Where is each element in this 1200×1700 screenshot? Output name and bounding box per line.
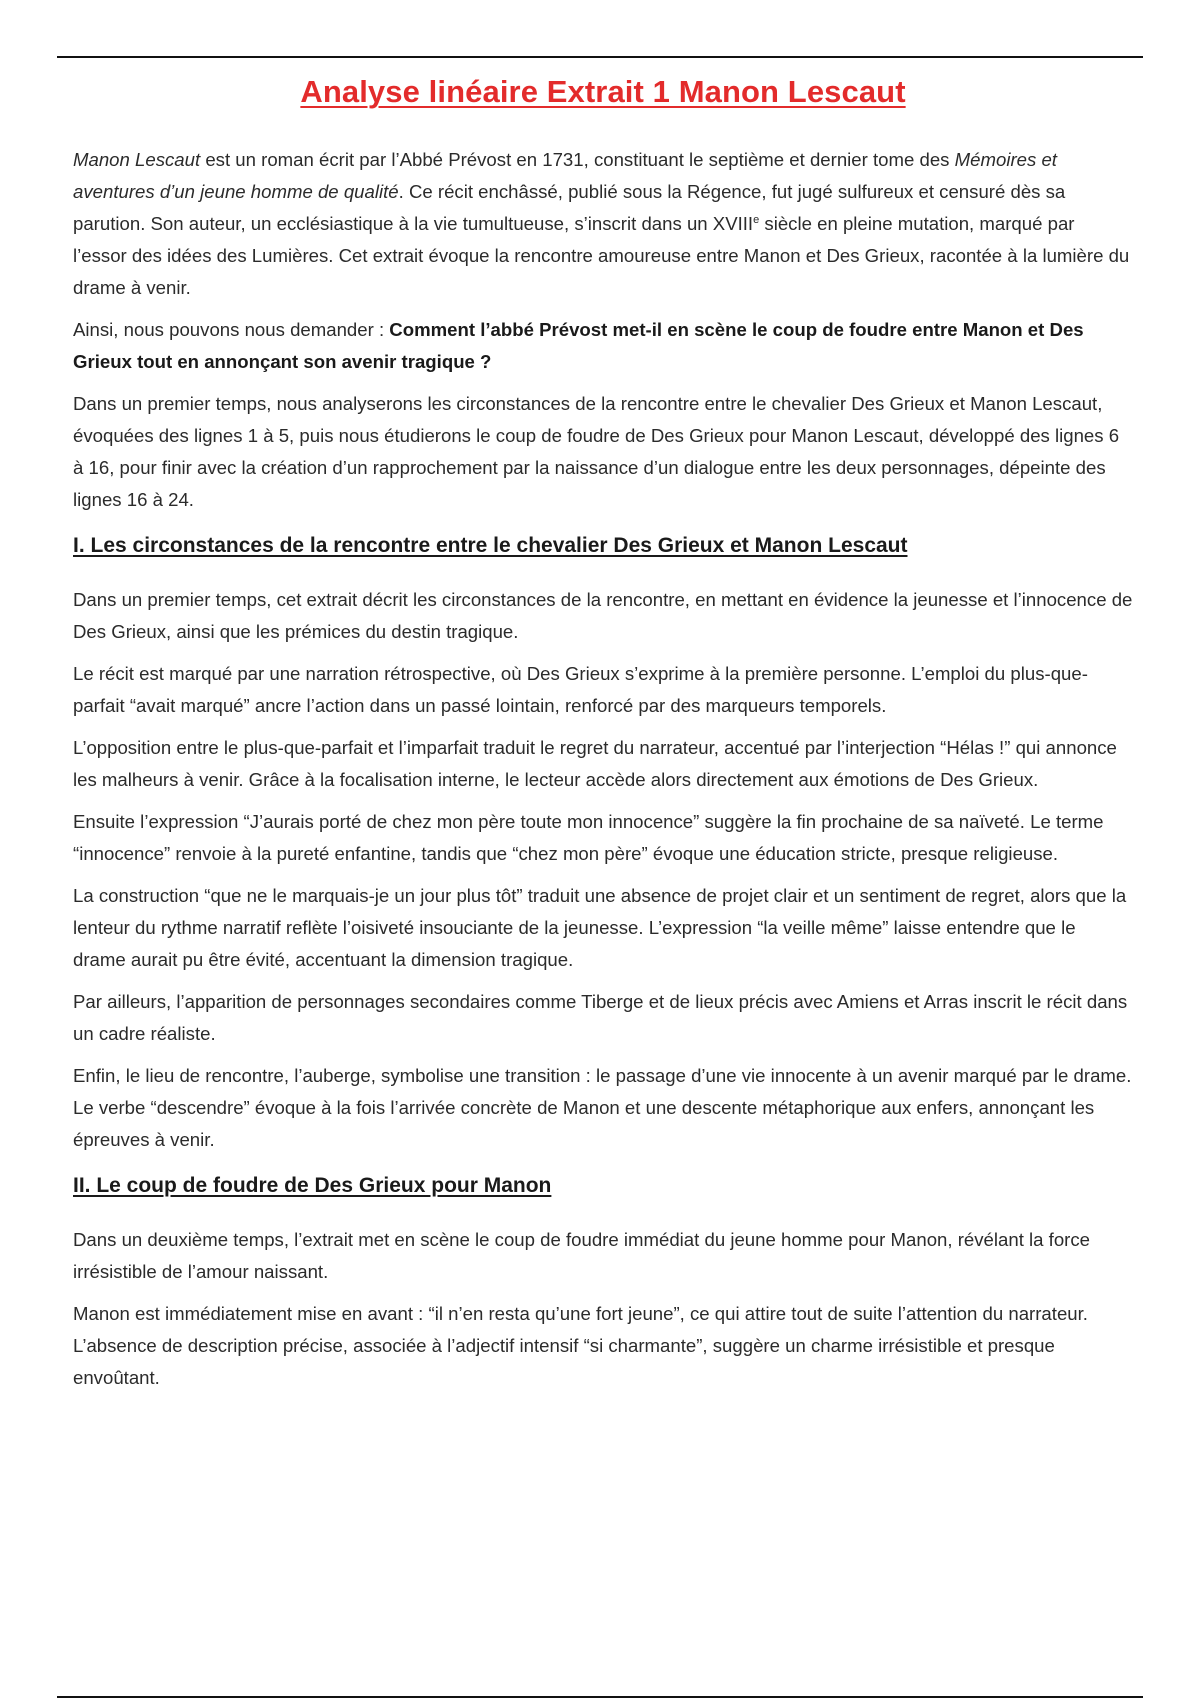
section-2-paragraph: Manon est immédiatement mise en avant : “il n’en resta qu’une fort jeune”, ce qui attire tout de suite l’attention du narrateur. L’absence de description précise, associée à l’adjectif intensif “si charmante”, suggère un charme irrésistible et presque envoûtant. <box>73 1303 1088 1388</box>
section-1-paragraph: L’opposition entre le plus-que-parfait et l’imparfait traduit le regret du narrateur, accentué par l’interjection “Hélas !” qui annonce les malheurs à venir. Grâce à la focalisation interne, le lecteur accède alors directement aux émotions de Des Grieux. <box>73 737 1117 790</box>
section-2-paragraph: Dans un deuxième temps, l’extrait met en scène le coup de foudre immédiat du jeune homme pour Manon, révélant la force irrésistible de l’amour naissant. <box>73 1229 1091 1282</box>
century-superscript: e <box>753 213 760 226</box>
problematic-question: Comment l’abbé Prévost met-il en scène le coup de foudre entre Manon et Des Grieux tout en annonçant son avenir tragique ? <box>73 319 1084 372</box>
section-1-paragraph: Enfin, le lieu de rencontre, l’auberge, symbolise une transition : le passage d’une vie innocente à un avenir marqué par le drame. Le verbe “descendre” évoque à la fois l’arrivée concrète de Manon et une descente métaphorique aux enfers, annonçant les épreuves à venir. <box>73 1065 1132 1150</box>
top-rule <box>57 56 1143 58</box>
book-title: Manon Lescaut <box>73 149 201 170</box>
section-1-paragraph: Ensuite l’expression “J’aurais porté de chez mon père toute mon innocence” suggère la fin prochaine de sa naïveté. Le terme “innocence” renvoie à la pureté enfantine, tandis que “chez mon père” évoque une éducation stricte, presque religieuse. <box>73 811 1104 864</box>
section-1-paragraph: Le récit est marqué par une narration rétrospective, où Des Grieux s’exprime à la première personne. L’emploi du plus-que-parfait “avait marqué” ancre l’action dans un passé lointain, renforcé par des marqueurs temporels. <box>73 663 1088 716</box>
intro-paragraph-1 <box>73 144 1133 304</box>
intro-text-c: siècle en pleine mutation, marqué par l’essor des idées des Lumières. Cet extrait évoque la rencontre amoureuse entre Manon et Des Grieux, racontée à la lumière du drame à venir. <box>73 213 1130 298</box>
document-title: Analyse linéaire Extrait 1 Manon Lescaut <box>300 74 906 109</box>
intro-text-a: est un roman écrit par l’Abbé Prévost en 1731, constituant le septième et dernier tome des <box>200 149 955 170</box>
document-body <box>73 74 1133 1404</box>
series-title: Mémoires et aventures d’un jeune homme de qualité <box>73 149 1057 202</box>
section-1-heading: I. Les circonstances de la rencontre entre le chevalier Des Grieux et Manon Lescaut <box>73 534 908 557</box>
section-2-heading: II. Le coup de foudre de Des Grieux pour Manon <box>73 1174 552 1197</box>
plan-paragraph: Dans un premier temps, nous analyserons les circonstances de la rencontre entre le chevalier Des Grieux et Manon Lescaut, évoquées des lignes 1 à 5, puis nous étudierons le coup de foudre de Des Grieux pour Manon Lescaut, développé des lignes 6 à 16, pour finir avec la création d’un rapprochement par la naissance d’un dialogue entre les deux personnages, dépeinte des lignes 16 à 24. <box>73 393 1120 510</box>
intro-text-b: . Ce récit enchâssé, publié sous la Régence, fut jugé sulfureux et censuré dès sa parution. Son auteur, un ecclésiastique à la vie tumultueuse, s’inscrit dans un XVIII <box>73 181 1066 234</box>
section-1-paragraph: Par ailleurs, l’apparition de personnages secondaires comme Tiberge et de lieux précis avec Amiens et Arras inscrit le récit dans un cadre réaliste. <box>73 991 1128 1044</box>
problematic-paragraph <box>73 314 1133 378</box>
bottom-rule <box>57 1696 1143 1698</box>
section-1-paragraph: Dans un premier temps, cet extrait décrit les circonstances de la rencontre, en mettant en évidence la jeunesse et l’innocence de Des Grieux, ainsi que les prémices du destin tragique. <box>73 589 1133 642</box>
section-1-paragraph: La construction “que ne le marquais-je un jour plus tôt” traduit une absence de projet clair et un sentiment de regret, alors que la lenteur du rythme narratif reflète l’oisiveté insouciante de la jeunesse. L’expression “la veille même” laisse entendre que le drame aurait pu être évité, accentuant la dimension tragique. <box>73 885 1127 970</box>
problematic-lead: Ainsi, nous pouvons nous demander : <box>73 319 390 340</box>
